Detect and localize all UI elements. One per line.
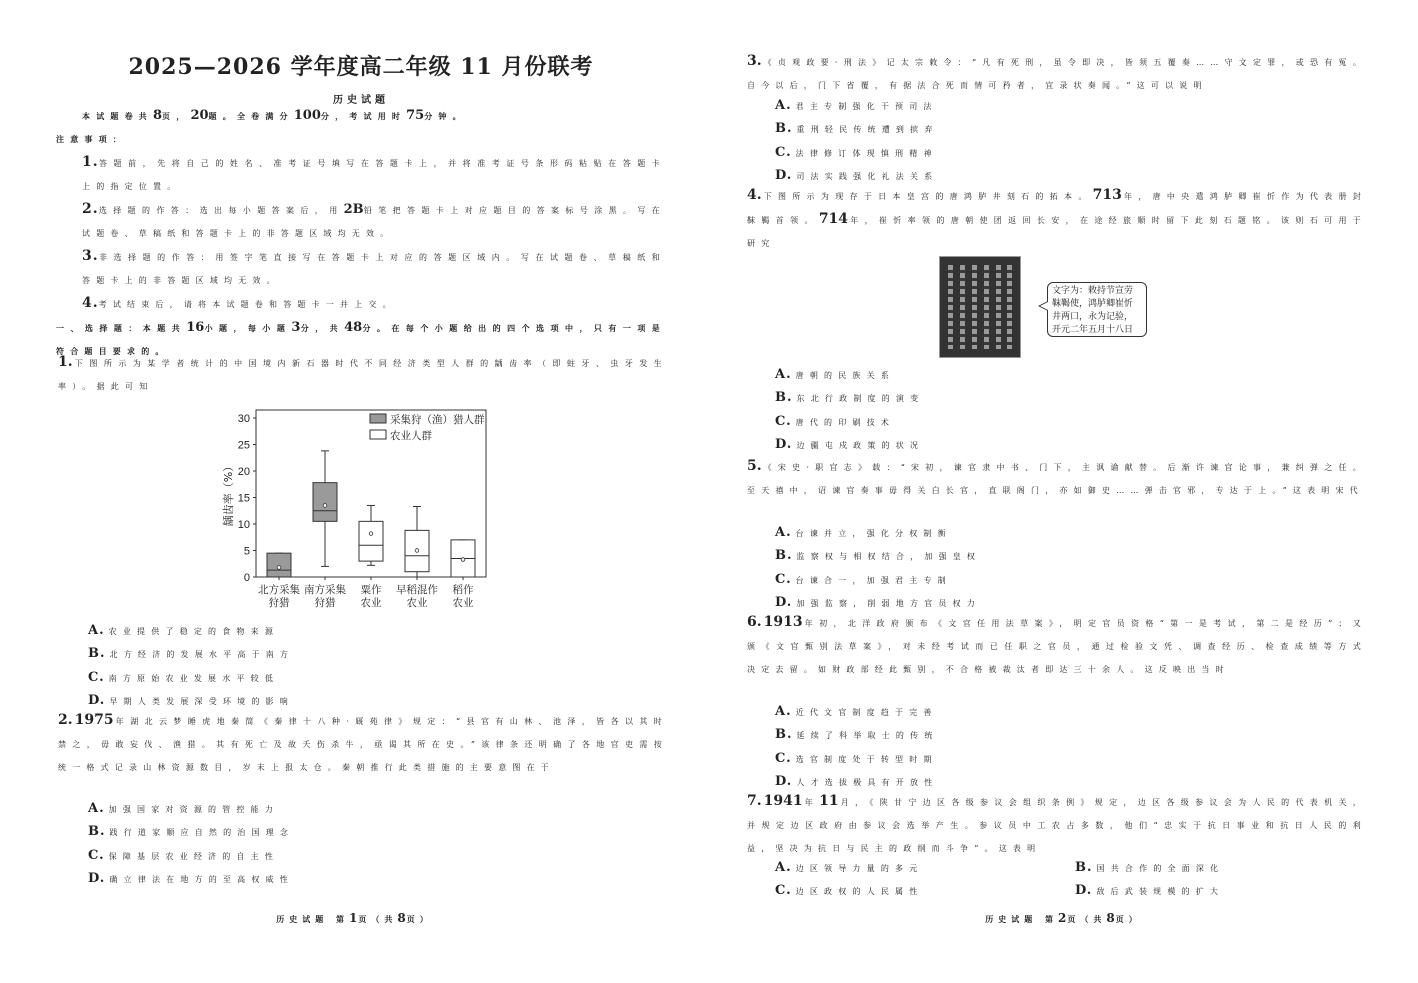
q2-option-d[interactable]: D. 确立律法在地方的至高权威性 [88,871,294,887]
question-7-stem: 7. 1941 年11 月，《陕甘宁边区各级参议会组织条例》规定，边区各级参议会为人民的代表机关，并规定边区政府由参议会选举产生。参议员中工农占多数，他们“忠实于抗日事业和抗日人民的利益，坚决为抗日与民主的政纲而斗争”。这表明 [747,793,1367,853]
question-3 [747,50,1367,97]
y-tick-label: 30 [237,413,250,425]
box-mean [461,558,465,562]
q3-option-d[interactable]: D. 司法实践强化礼法关系 [775,168,939,184]
question-5-options [759,522,1379,616]
question-1-options [72,620,682,714]
section-heading: 一、选择题：本题共16小题，每小题3分，共48分。在每个小题给出的四个选项中，只有一项是符合题目要求的。 [56,320,666,356]
exam-intro [56,104,666,363]
q4-option-b[interactable]: B. 东北行政制度的演变 [775,390,925,406]
stele-rubbing-image [939,256,1021,358]
box-iqr [267,553,291,577]
note-4: 4.考试结束后，请将本试题卷和答题卡一并上交。 [82,295,397,311]
question-4 [747,184,1367,255]
x-tick-label: 狩猎 [268,597,290,609]
y-tick-label: 0 [243,572,250,584]
right-page [709,0,1418,983]
box-1 [258,553,300,609]
page-footer-2: 历史试题 第2页（共8页） [985,911,1142,925]
q5-option-d[interactable]: D. 加强监察，削弱地方官员权力 [775,595,981,611]
q2-option-a[interactable]: A. 加强国家对资源的管控能力 [88,801,280,816]
note-3: 3.非选择题的作答：用签字笔直接写在答题卡上对应的答题区域内。写在试题卷、草稿纸和答题卡上的非答题区域均无效。 [82,248,666,285]
question-6-options [759,701,1379,795]
q2-option-c[interactable]: C. 保障基层农业经济的自主性 [88,847,280,863]
q3-option-c[interactable]: C. 法律修订体现慎刑精神 [775,144,938,160]
note-1: 1.答题前，先将自己的姓名、准考证号填写在答题卡上，并将准考证号条形码粘贴在答题卡上的指定位置。 [82,154,666,191]
question-2-options [72,798,682,892]
legend-label-1: 采集狩（渔）猎人群 [390,414,485,426]
question-2-stem: 2. 1975 年湖北云梦睡虎地秦简《秦律十八种·厩苑律》规定：“县官有山林、池泽，皆各以其时禁之，毋敢妄伐、渔猎。其有死亡及故夭伤杀牛，亟谒其所在史。”该律条还明确了各地官吏需按统一格式记录山林资源数目，岁末上报太仓。秦朝推行此类措施的主要意图在于 [58,712,668,772]
y-tick-label: 15 [237,492,250,505]
x-tick-label: 农业 [360,597,382,609]
exam-subtitle: 历史试题 [333,95,389,106]
question-6-stem: 6. 1913 年初，北洋政府颁布《文官任用法草案》，明定官员资格“第一是考试，第二是经历”；又颁《文官甄别法草案》，对未经考试而已任职之官员，通过检验文凭、调查经历、检查成绩等方式决定去留。如财政部经此甄别，不合格被裁汰者即达三十余人。这反映出当时 [747,614,1367,674]
q4-option-c[interactable]: C. 唐代的印刷技术 [775,413,896,429]
q5-option-a[interactable]: A. 台谏并立，强化分权制衡 [775,525,952,540]
q7-option-c[interactable]: C. 边区政权的人民属性 [775,883,924,899]
box-iqr [313,483,337,522]
question-2 [58,709,668,779]
question-1-stem: 1. 下图所示为某学者统计的中国境内新石器时代不同经济类型人群的龋齿率（即蛀牙、虫牙发生率）。据此可知 [58,354,668,391]
question-3-stem: 3. 《贞观政要·刑法》记太宗敕令：“凡有死刑，虽令即决，皆须五覆奏……守文定罪，或恐有冤。自今以后，门下省覆，有据法合死而情可矜者，宜录状奏闻。”这可以说明 [747,53,1367,90]
y-tick-label: 20 [237,466,250,478]
box-5 [451,540,475,609]
question-3-options [759,95,1379,189]
box-3 [359,505,383,609]
q1-option-d[interactable]: D. 早期人类发展深受环境的影响 [88,693,294,709]
page-footer-1: 历史试题 第1页（共8页） [276,911,433,925]
x-tick-label: 狩猎 [314,597,336,609]
question-4-stem: 4. 下图所示为现存于日本皇宫的唐鸿胪井刻石的拓本。713 年，唐中央遣鸿胪卿崔忻作为代表册封靺鞨首领。714 年，崔忻率领的唐朝使团返回长安，在途经旅顺时留下此刻石题铭。该则石可用于研究 [747,187,1368,248]
q1-option-b[interactable]: B. 北方经济的发展水平高于南方 [88,646,295,662]
question-6 [747,611,1367,681]
question-5-stem: 5. 《宋史·职官志》载：“宋初，谏官隶中书、门下，主讽谕献替。后渐许谏官论事，兼纠弹之任。至天禧中，诏谏官奏事毋得关白长官，直联阁门，亦如御史……弹击官邪，专达于上。”这表明宋代 [747,458,1367,495]
box-mean [323,504,327,508]
q6-option-b[interactable]: B. 延续了科举取士的传统 [775,727,939,743]
q7-option-d[interactable]: D. 敌后武装规模的扩大 [1075,883,1225,899]
notes-title: 注意事项： [56,134,127,144]
x-tick-label: 北方采集 [258,584,300,596]
box-iqr [359,521,383,561]
box-mean [277,566,281,570]
stele-inscription-callout: 文字为：敕持节宣劳 靺鞨使，鸿胪卿崔忻 井两口，永为记验， 开元二年五月十八日 [1047,282,1147,337]
q2-option-b[interactable]: B. 践行道家顺应自然的治国理念 [88,824,295,840]
legend-swatch-1 [370,414,386,423]
q7-option-a[interactable]: A. 边区领导力量的多元 [775,860,924,875]
exam-intro-line: 本试题卷共8页，20题。全卷满分100分，考试用时75分钟。 [82,108,467,123]
caries-boxplot [220,402,520,616]
q7-option-b[interactable]: B. 国共合作的全面深化 [1075,860,1225,875]
y-tick-label: 5 [243,545,250,558]
x-tick-label: 农业 [452,597,474,609]
q4-option-a[interactable]: A. 唐朝的民族关系 [775,367,896,382]
box-mean [415,549,419,553]
question-1 [58,351,668,398]
q6-option-c[interactable]: C. 选官制度处于转型时期 [775,750,938,766]
legend-swatch-2 [370,430,386,439]
box-4 [396,507,438,609]
box-2 [304,451,346,609]
legend-label-2: 农业人群 [390,430,432,442]
q3-option-a[interactable]: A. 君主专制强化干预司法 [775,98,938,113]
q5-option-b[interactable]: B. 监察权与相权结合，加强皇权 [775,548,982,564]
x-tick-label: 粟作 [360,584,382,596]
question-7 [747,790,1367,860]
q6-option-a[interactable]: A. 近代文官制度趋于完善 [775,704,938,719]
question-5 [747,455,1367,502]
box-mean [369,532,373,536]
q3-option-b[interactable]: B. 重刑轻民传统遭到摈弃 [775,121,939,137]
x-tick-label: 农业 [406,597,428,609]
x-tick-label: 南方采集 [304,584,346,596]
exam-title: 2025—2026 学年度高二年级 11 月份联考 [128,54,594,80]
question-7-options [759,857,1359,904]
x-tick-label: 稻作 [452,584,474,596]
y-tick-label: 10 [237,519,250,531]
q1-option-a[interactable]: A. 农业提供了稳定的食物来源 [88,623,280,638]
note-2: 2.选择题的作答：选出每小题答案后，用2B铅笔把答题卡上对应题目的答案标号涂黑。写在试题卷、草稿纸和答题卡上的非答题区域均无效。 [82,201,666,238]
q5-option-c[interactable]: C. 台谏合一，加强君主专制 [775,571,952,587]
q6-option-d[interactable]: D. 人才选拔极具有开放性 [775,774,939,790]
q4-option-d[interactable]: D. 边疆屯戍政策的状况 [775,437,925,453]
x-tick-label: 早稻混作 [396,584,438,596]
question-4-options [759,364,1379,458]
y-tick-label: 25 [237,439,250,452]
y-axis-label: 龋齿率（%） [222,460,235,527]
q1-option-c[interactable]: C. 南方原始农业发展水平较低 [88,669,280,685]
